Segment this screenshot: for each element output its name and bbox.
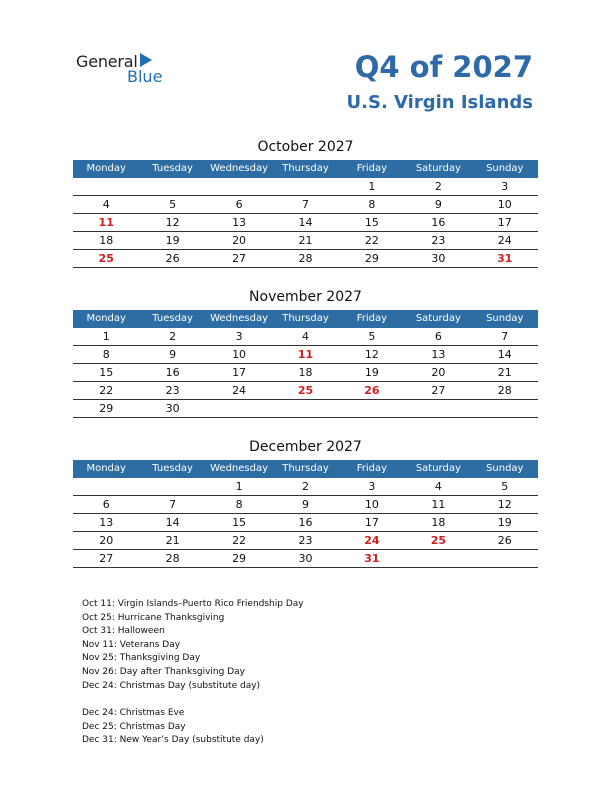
holiday-notes-list — [82, 598, 304, 693]
holiday-notes — [82, 598, 304, 748]
day-cell: 24 — [206, 382, 272, 400]
holiday-note: Dec 25: Christmas Day — [82, 721, 186, 732]
holiday-note: Dec 31: New Year’s Day (substitute day) — [82, 735, 264, 746]
day-cell: 22 — [73, 382, 139, 400]
day-cell: 26 — [472, 532, 538, 550]
day-cell: 5 — [339, 328, 405, 346]
day-cell: 16 — [272, 514, 338, 532]
page-title: Q4 of 2027 — [354, 50, 533, 84]
day-cell: 29 — [206, 550, 272, 568]
day-cell: 18 — [405, 514, 471, 532]
day-cell: 10 — [206, 346, 272, 364]
logo-triangle-icon — [140, 53, 152, 67]
day-cell: 18 — [73, 232, 139, 250]
day-cell: 17 — [472, 214, 538, 232]
day-cell: 3 — [206, 328, 272, 346]
weekday-header: Sunday — [472, 160, 538, 178]
holiday-notes-extra-list — [82, 707, 304, 748]
weekday-header: Wednesday — [206, 160, 272, 178]
day-cell — [206, 178, 272, 196]
day-cell: 13 — [405, 346, 471, 364]
day-cell — [339, 400, 405, 418]
day-cell: 12 — [472, 496, 538, 514]
day-cell — [73, 478, 139, 496]
day-cell: 20 — [73, 532, 139, 550]
notes-spacer — [82, 693, 304, 707]
weekday-header: Tuesday — [139, 160, 205, 178]
day-cell: 19 — [339, 364, 405, 382]
day-cell: 27 — [405, 382, 471, 400]
weekday-header: Tuesday — [139, 460, 205, 478]
day-cell: 21 — [139, 532, 205, 550]
day-cell: 3 — [472, 178, 538, 196]
logo-text-general: General — [76, 52, 138, 71]
day-cell: 7 — [272, 196, 338, 214]
day-cell — [405, 550, 471, 568]
month-title: October 2027 — [257, 139, 354, 155]
holiday-note: Oct 25: Hurricane Thanksgiving — [82, 612, 225, 623]
day-cell: 11 — [405, 496, 471, 514]
holiday-day-cell: 25 — [272, 382, 338, 400]
day-cell: 23 — [405, 232, 471, 250]
day-cell: 22 — [339, 232, 405, 250]
day-cell: 14 — [272, 214, 338, 232]
day-cell: 8 — [206, 496, 272, 514]
day-cell: 23 — [272, 532, 338, 550]
day-cell — [405, 400, 471, 418]
day-cell: 2 — [139, 328, 205, 346]
holiday-day-cell: 24 — [339, 532, 405, 550]
holiday-note: Dec 24: Christmas Day (substitute day) — [82, 680, 261, 691]
holiday-note: Oct 11: Virgin Islands–Puerto Rico Friendship Day — [82, 599, 304, 609]
day-cell: 6 — [73, 496, 139, 514]
day-cell: 19 — [139, 232, 205, 250]
month-calendar-december — [73, 438, 538, 568]
day-cell: 28 — [272, 250, 338, 268]
day-cell: 12 — [339, 346, 405, 364]
day-cell: 8 — [73, 346, 139, 364]
day-cell: 15 — [73, 364, 139, 382]
day-cell: 28 — [472, 382, 538, 400]
generalblue-logo — [76, 52, 176, 88]
holiday-day-cell: 31 — [472, 250, 538, 268]
holiday-note: Dec 24: Christmas Eve — [82, 708, 185, 719]
day-cell: 29 — [339, 250, 405, 268]
day-cell: 9 — [139, 346, 205, 364]
month-grid — [73, 310, 538, 418]
day-cell: 23 — [139, 382, 205, 400]
day-cell: 5 — [139, 196, 205, 214]
day-cell: 4 — [73, 196, 139, 214]
day-cell — [73, 178, 139, 196]
holiday-day-cell: 26 — [339, 382, 405, 400]
day-cell: 16 — [405, 214, 471, 232]
day-cell: 30 — [139, 400, 205, 418]
day-cell: 6 — [206, 196, 272, 214]
day-cell — [472, 550, 538, 568]
logo-text-blue: Blue — [127, 67, 163, 86]
weekday-header: Saturday — [405, 460, 471, 478]
day-cell: 21 — [272, 232, 338, 250]
day-cell: 1 — [73, 328, 139, 346]
month-grid — [73, 160, 538, 268]
day-cell: 15 — [206, 514, 272, 532]
day-cell: 14 — [139, 514, 205, 532]
page-subtitle: U.S. Virgin Islands — [346, 92, 533, 113]
weekday-header: Sunday — [472, 460, 538, 478]
weekday-header: Friday — [339, 310, 405, 328]
day-cell — [139, 478, 205, 496]
weekday-header: Wednesday — [206, 460, 272, 478]
day-cell: 14 — [472, 346, 538, 364]
day-cell: 30 — [272, 550, 338, 568]
day-cell: 13 — [73, 514, 139, 532]
month-calendar-october — [73, 138, 538, 268]
day-cell: 8 — [339, 196, 405, 214]
holiday-day-cell: 11 — [272, 346, 338, 364]
day-cell: 10 — [339, 496, 405, 514]
holiday-day-cell: 31 — [339, 550, 405, 568]
day-cell — [206, 400, 272, 418]
day-cell: 28 — [139, 550, 205, 568]
weekday-header: Thursday — [272, 160, 338, 178]
day-cell: 2 — [272, 478, 338, 496]
day-cell: 27 — [73, 550, 139, 568]
holiday-note: Oct 31: Halloween — [82, 626, 165, 637]
day-cell: 17 — [206, 364, 272, 382]
day-cell: 15 — [339, 214, 405, 232]
holiday-note: Nov 26: Day after Thanksgiving Day — [82, 666, 245, 677]
holiday-day-cell: 25 — [405, 532, 471, 550]
weekday-header: Sunday — [472, 310, 538, 328]
weekday-header: Thursday — [272, 310, 338, 328]
day-cell — [139, 178, 205, 196]
month-calendar-november — [73, 288, 538, 418]
day-cell: 12 — [139, 214, 205, 232]
day-cell: 21 — [472, 364, 538, 382]
day-cell: 27 — [206, 250, 272, 268]
day-cell: 7 — [139, 496, 205, 514]
holiday-day-cell: 11 — [73, 214, 139, 232]
day-cell: 9 — [405, 196, 471, 214]
month-title: December 2027 — [249, 439, 362, 455]
day-cell — [472, 400, 538, 418]
day-cell: 17 — [339, 514, 405, 532]
day-cell: 24 — [472, 232, 538, 250]
holiday-note: Nov 11: Veterans Day — [82, 639, 181, 650]
day-cell: 20 — [405, 364, 471, 382]
day-cell: 22 — [206, 532, 272, 550]
day-cell — [272, 178, 338, 196]
holiday-note: Nov 25: Thanksgiving Day — [82, 653, 201, 664]
weekday-header: Friday — [339, 460, 405, 478]
day-cell: 9 — [272, 496, 338, 514]
day-cell: 3 — [339, 478, 405, 496]
weekday-header: Thursday — [272, 460, 338, 478]
day-cell: 30 — [405, 250, 471, 268]
weekday-header: Saturday — [405, 160, 471, 178]
weekday-header: Saturday — [405, 310, 471, 328]
day-cell: 18 — [272, 364, 338, 382]
day-cell: 1 — [339, 178, 405, 196]
day-cell: 4 — [272, 328, 338, 346]
day-cell: 26 — [139, 250, 205, 268]
weekday-header: Monday — [73, 460, 139, 478]
weekday-header: Monday — [73, 310, 139, 328]
weekday-header: Friday — [339, 160, 405, 178]
day-cell: 7 — [472, 328, 538, 346]
weekday-header: Monday — [73, 160, 139, 178]
day-cell: 5 — [472, 478, 538, 496]
holiday-day-cell: 25 — [73, 250, 139, 268]
day-cell: 4 — [405, 478, 471, 496]
month-title: November 2027 — [249, 289, 362, 305]
day-cell: 20 — [206, 232, 272, 250]
weekday-header: Wednesday — [206, 310, 272, 328]
day-cell: 1 — [206, 478, 272, 496]
month-grid — [73, 460, 538, 568]
day-cell: 10 — [472, 196, 538, 214]
day-cell — [272, 400, 338, 418]
day-cell: 6 — [405, 328, 471, 346]
day-cell: 29 — [73, 400, 139, 418]
day-cell: 13 — [206, 214, 272, 232]
day-cell: 19 — [472, 514, 538, 532]
day-cell: 2 — [405, 178, 471, 196]
day-cell: 16 — [139, 364, 205, 382]
weekday-header: Tuesday — [139, 310, 205, 328]
